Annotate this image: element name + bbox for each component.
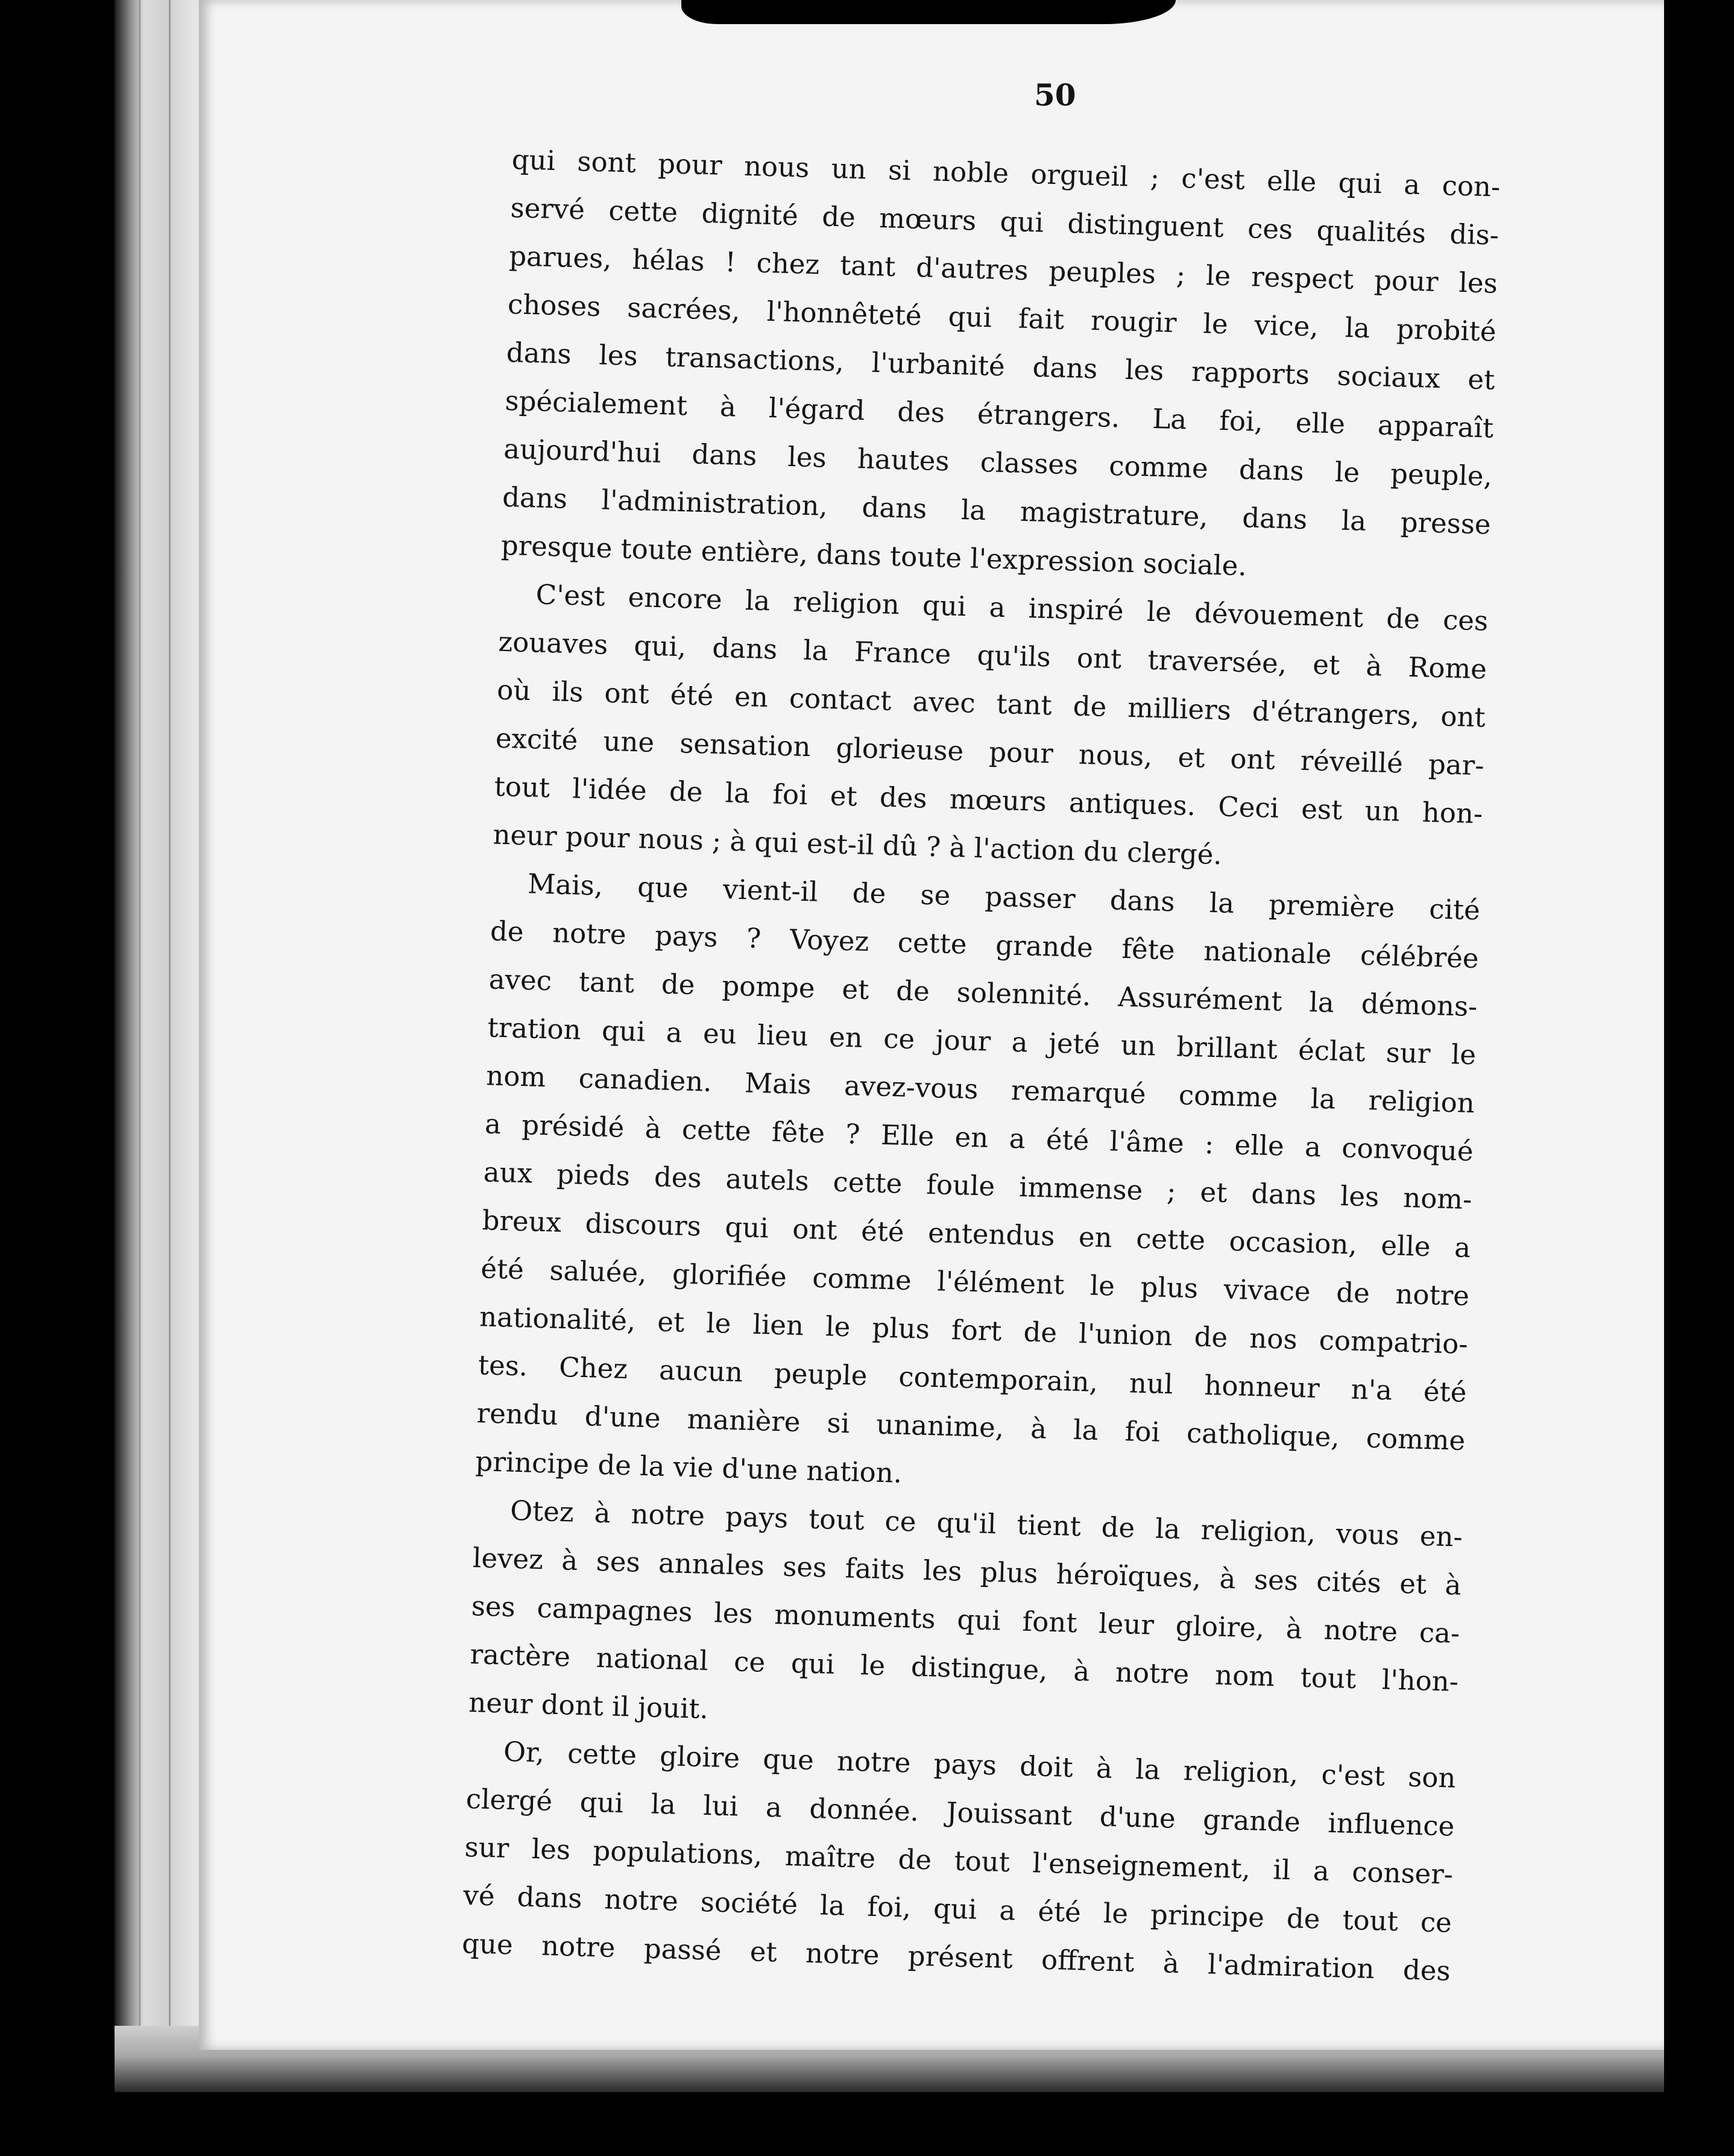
text-line: Or, cette gloire que notre pays doit à la religion, c'est son: [503, 1735, 1457, 1794]
text-line: excité une sensation glorieuse pour nous, et ont réveillé par-: [495, 722, 1485, 782]
text-line: rendu d'une manière si unanime, à la foi catholique, comme: [476, 1397, 1466, 1457]
text-line: spécialement à l'égard des étrangers. La foi, elle apparaît: [504, 384, 1494, 444]
text-line: que notre passé et notre présent offrent à l'admiration des: [461, 1927, 1451, 1987]
text-line: choses sacrées, l'honnêteté qui fait rougir le vice, la probité: [507, 288, 1497, 348]
text-line: ractère national ce qui le distingue, à notre nom tout l'hon-: [469, 1638, 1459, 1698]
page-number: 50: [1034, 77, 1076, 113]
text-line: ses campagnes les monuments qui font leur gloire, à notre ca-: [471, 1590, 1460, 1650]
text-line: tration qui a eu lieu en ce jour a jeté un brillant éclat sur le: [487, 1011, 1477, 1071]
text-line: clergé qui la lui a donnée. Jouissant d'une grande influence: [465, 1782, 1455, 1842]
text-line: breux discours qui ont été entendus en cette occasion, elle a: [482, 1204, 1471, 1264]
ink-mark: [681, 0, 1176, 24]
text-line: sur les populations, maître de tout l'enseignement, il a conser-: [464, 1830, 1454, 1891]
text-line: a présidé à cette fête ? Elle en a été l'âme : elle a convoqué: [484, 1108, 1474, 1168]
text-line: dans l'administration, dans la magistrature, dans la presse: [502, 481, 1492, 541]
text-line: zouaves qui, dans la France qu'ils ont traversée, et à Rome: [497, 625, 1487, 686]
text-line: été saluée, glorifiée comme l'élément le plus vivace de notre: [480, 1252, 1470, 1313]
body-text: [461, 136, 1501, 1996]
text-line: principe de la vie d'une nation.: [474, 1445, 903, 1489]
text-line: neur dont il jouit.: [468, 1686, 709, 1726]
text-line: aux pieds des autels cette foule immense ; et dans les nom-: [483, 1156, 1473, 1216]
text-line: levez à ses annales ses faits les plus héroïques, à ses cités et à: [472, 1542, 1462, 1601]
text-line: nationalité, et le lien le plus fort de l'union de nos compatrio-: [479, 1300, 1469, 1361]
text-line: Otez à notre pays tout ce qu'il tient de la religion, vous en-: [509, 1494, 1463, 1553]
text-line: nom canadien. Mais avez-vous remarqué comme la religion: [485, 1059, 1475, 1120]
text-line: tes. Chez aucun peuple contemporain, nul honneur n'a été: [478, 1349, 1468, 1408]
text-line: servé cette dignité de mœurs qui distinguent ces qualités dis-: [509, 191, 1499, 251]
page-edge-line: [139, 0, 140, 2062]
text-line: neur pour nous ; à qui est-il dû ? à l'action du clergé.: [492, 818, 1223, 871]
text-line: vé dans notre société la foi, qui a été le principe de tout ce: [462, 1879, 1452, 1939]
text-line: avec tant de pompe et de solennité. Assurément la démons-: [488, 963, 1478, 1023]
text-line: aujourd'hui dans les hautes classes comme dans le peuple,: [503, 432, 1493, 493]
page-edge-line: [169, 0, 171, 2062]
text-line: tout l'idée de la foi et des mœurs antiques. Ceci est un hon-: [494, 770, 1483, 830]
text-line: où ils ont été en contact avec tant de milliers d'étrangers, ont: [496, 673, 1486, 734]
text-line: Mais, que vient-il de se passer dans la première cité: [527, 868, 1481, 927]
text-line: parues, hélas ! chez tant d'autres peuples ; le respect pour les: [508, 239, 1498, 300]
text-line: dans les transactions, l'urbanité dans les rapports sociaux et: [506, 336, 1496, 396]
text-line: de notre pays ? Voyez cette grande fête nationale célébrée: [490, 915, 1480, 975]
text-line: qui sont pour nous un si noble orgueil ; c'est elle qui a con-: [511, 143, 1501, 203]
text-line: presque toute entière, dans toute l'expression sociale.: [500, 529, 1247, 582]
text-line: C'est encore la religion qui a inspiré le dévouement de ces: [535, 578, 1489, 637]
